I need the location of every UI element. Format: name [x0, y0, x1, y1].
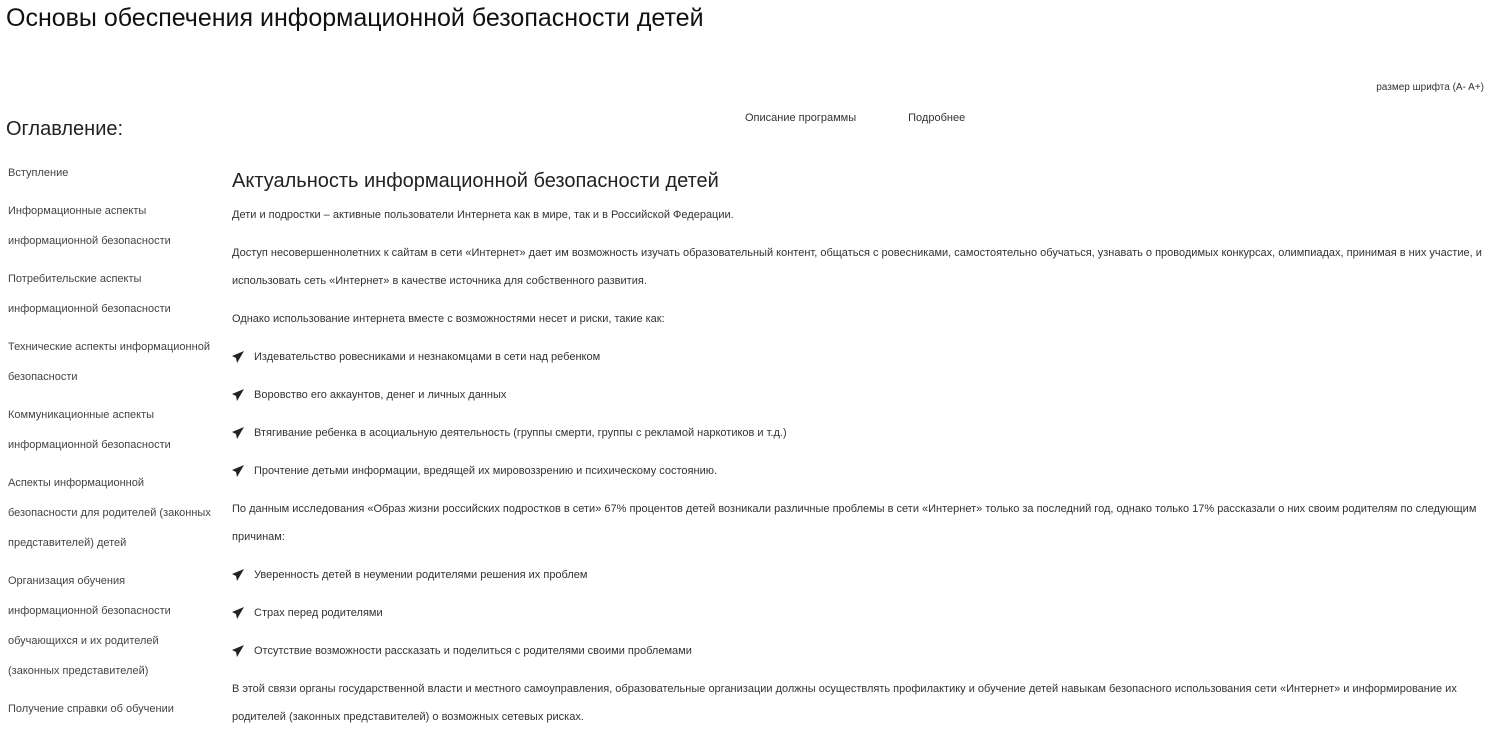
paragraph: В этой связи органы государственной власти и местного самоуправления, образовательные организации должны осуществлять профилактику и обучение детей навыкам безопасного использования сети «Интернет» и информирование их родителей (законных представителей) о возможных сетевых рисках.: [232, 683, 1457, 723]
paper-plane-icon: [232, 389, 244, 401]
top-nav: [745, 112, 965, 124]
toc-sidebar: [8, 158, 213, 732]
paper-plane-icon: [232, 427, 244, 439]
toc-item[interactable]: Получение справки об обучении: [8, 703, 174, 715]
list-item: Прочтение детьми информации, вредящей их мировоззрению и психическому состоянию.: [232, 457, 1482, 485]
nav-link-more[interactable]: Подробнее: [908, 112, 966, 124]
toc-item[interactable]: Технические аспекты информационной безопасности: [8, 341, 210, 383]
list-item: Страх перед родителями: [232, 599, 1482, 627]
main-content: [232, 170, 1482, 741]
page-title: Основы обеспечения информационной безопасности детей: [6, 4, 704, 32]
list-item: Втягивание ребенка в асоциальную деятельность (группы смерти, группы с рекламой наркотиков и т.д.): [232, 419, 1482, 447]
paper-plane-icon: [232, 645, 244, 657]
toc-item[interactable]: Организация обучения информационной безопасности обучающихся и их родителей (законных представителей): [8, 575, 171, 677]
paper-plane-icon: [232, 351, 244, 363]
toc-title: Оглавление:: [6, 118, 124, 140]
list-item: Отсутствие возможности рассказать и поделиться с родителями своими проблемами: [232, 637, 1482, 665]
toc-item[interactable]: Информационные аспекты информационной безопасности: [8, 205, 171, 247]
toc-item[interactable]: Потребительские аспекты информационной безопасности: [8, 273, 171, 315]
toc-item[interactable]: Аспекты информационной безопасности для родителей (законных представителей) детей: [8, 477, 211, 549]
paragraph: По данным исследования «Образ жизни российских подростков в сети» 67% процентов детей возникали различные проблемы в сети «Интернет» только за последний год, однако только 17% рассказали о них своим родителям по следующим причинам:: [232, 503, 1477, 543]
paragraph: Однако использование интернета вместе с возможностями несет и риски, такие как:: [232, 313, 665, 325]
list-item: Уверенность детей в неумении родителями решения их проблем: [232, 561, 1482, 589]
font-size-control[interactable]: размер шрифта (A- A+): [1376, 82, 1484, 93]
toc-item[interactable]: Вступление: [8, 167, 69, 179]
paragraph: Дети и подростки – активные пользователи Интернета как в мире, так и в Российской Федерации.: [232, 209, 734, 221]
nav-link-description[interactable]: Описание программы: [745, 112, 857, 124]
list-item: Воровство его аккаунтов, денег и личных данных: [232, 381, 1482, 409]
section-heading: Актуальность информационной безопасности детей: [232, 170, 719, 192]
list-item: Издевательство ровесниками и незнакомцами в сети над ребенком: [232, 343, 1482, 371]
toc-item[interactable]: Коммуникационные аспекты информационной безопасности: [8, 409, 171, 451]
paper-plane-icon: [232, 607, 244, 619]
paragraph: Доступ несовершеннолетних к сайтам в сети «Интернет» дает им возможность изучать образовательный контент, общаться с ровесниками, самостоятельно обучаться, узнавать о проводимых конкурсах, олимпиадах, принимая в них участие, и использовать сеть «Интернет» в качестве источника для собственного развития.: [232, 247, 1482, 287]
paper-plane-icon: [232, 569, 244, 581]
paper-plane-icon: [232, 465, 244, 477]
